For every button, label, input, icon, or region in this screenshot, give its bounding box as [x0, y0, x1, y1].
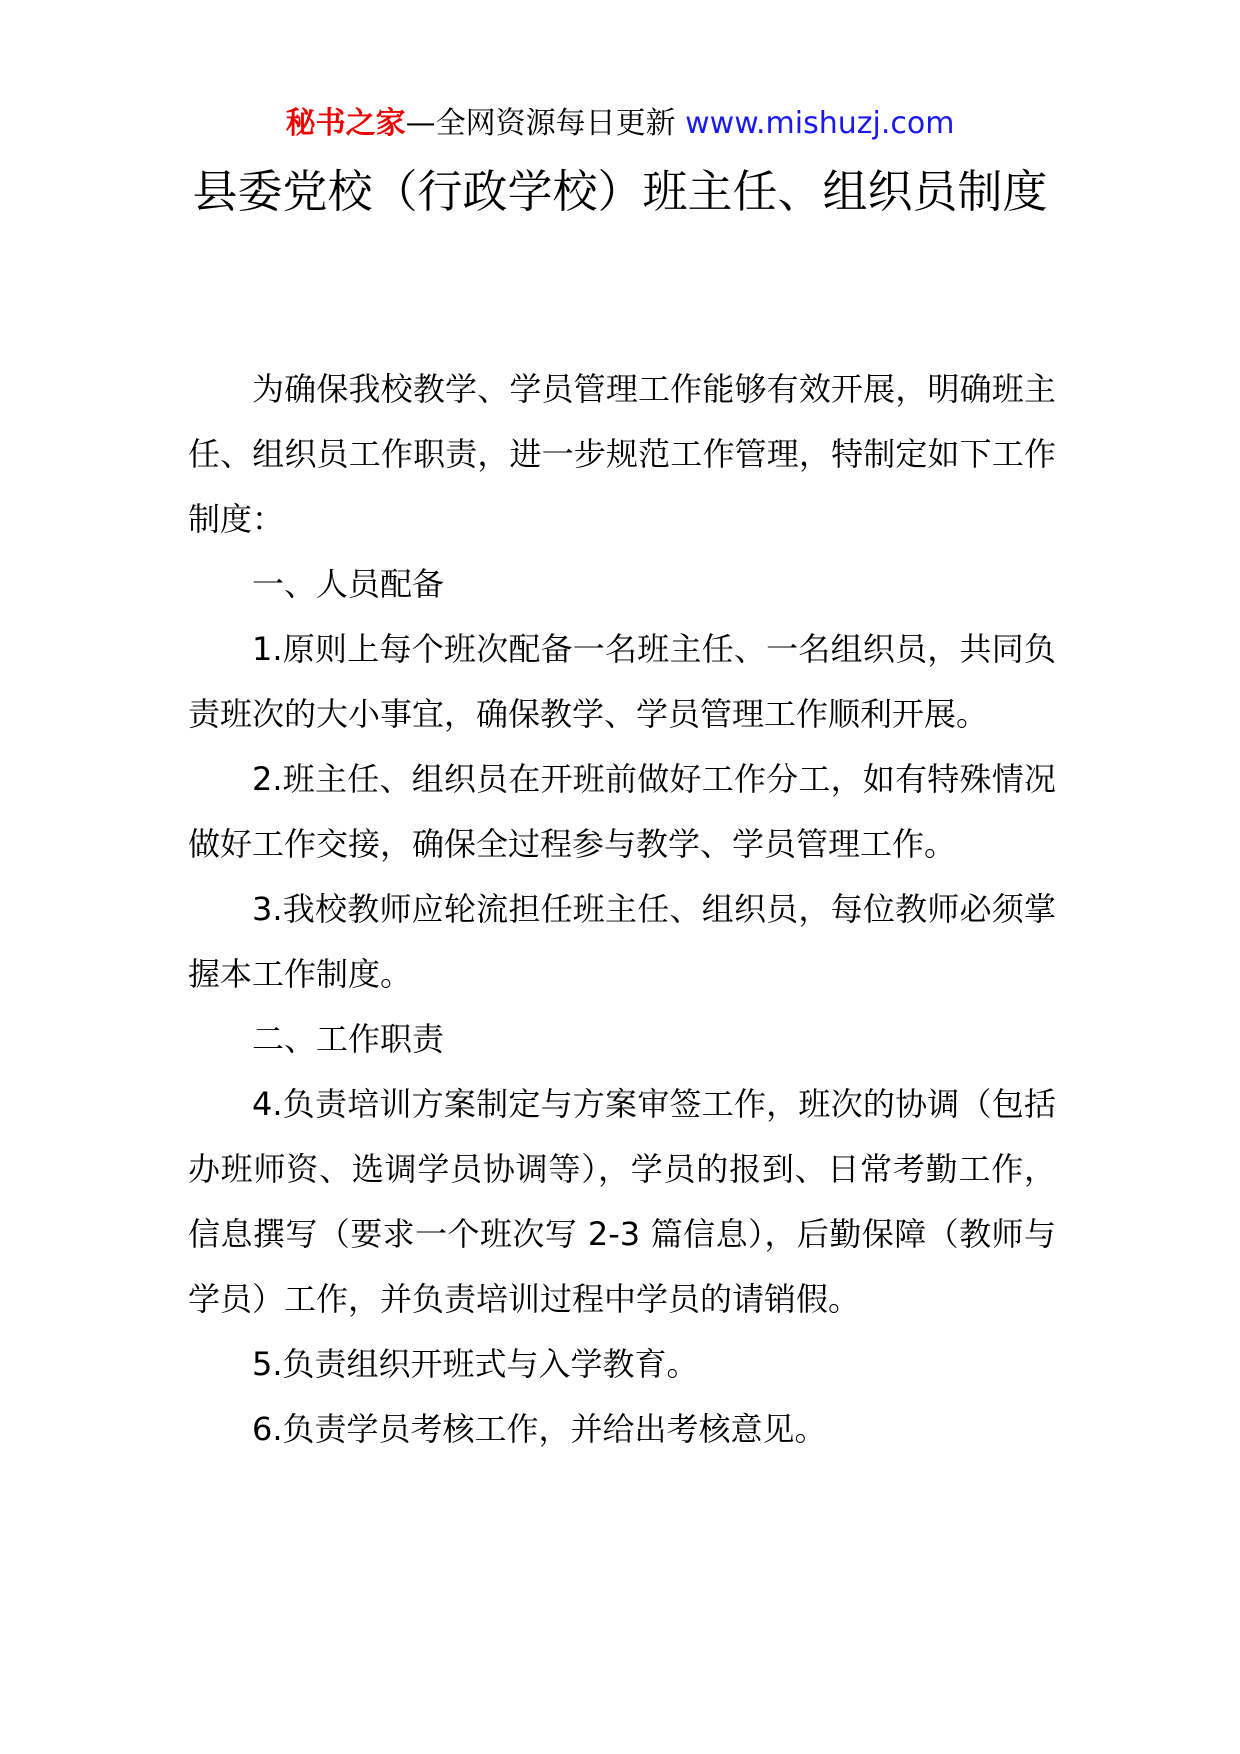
document-body — [188, 357, 1056, 1462]
clause-1: 1.原则上每个班次配备一名班主任、一名组织员，共同负责班次的大小事宜，确保教学、学员管理工作顺利开展。 — [188, 630, 1056, 733]
clause-6: 6.负责学员考核工作，并给出考核意见。 — [252, 1410, 827, 1448]
site-header — [0, 104, 1240, 144]
site-url-link[interactable]: www.mishuzj.com — [685, 106, 955, 141]
clause-3: 3.我校教师应轮流担任班主任、组织员，每位教师必须掌握本工作制度。 — [188, 890, 1056, 993]
section-heading-duties: 二、工作职责 — [252, 1020, 445, 1058]
intro-paragraph: 为确保我校教学、学员管理工作能够有效开展，明确班主任、组织员工作职责，进一步规范工作管理，特制定如下工作制度： — [188, 370, 1056, 538]
clause-5: 5.负责组织开班式与入学教育。 — [252, 1345, 699, 1383]
clause-2: 2.班主任、组织员在开班前做好工作分工，如有特殊情况做好工作交接，确保全过程参与教学、学员管理工作。 — [188, 760, 1056, 863]
document-title: 县委党校（行政学校）班主任、组织员制度 — [192, 165, 1048, 218]
brand-name: 秘书之家 — [285, 106, 406, 141]
clause-4: 4.负责培训方案制定与方案审签工作，班次的协调（包括办班师资、选调学员协调等），学员的报到、日常考勤工作，信息撰写（要求一个班次写 2-3 篇信息），后勤保障（教师与学员）工作，并负责培训过程中学员的请销假。 — [188, 1085, 1056, 1318]
section-heading-staffing: 一、人员配备 — [252, 565, 445, 603]
header-tagline: —全网资源每日更新 — [405, 106, 686, 141]
